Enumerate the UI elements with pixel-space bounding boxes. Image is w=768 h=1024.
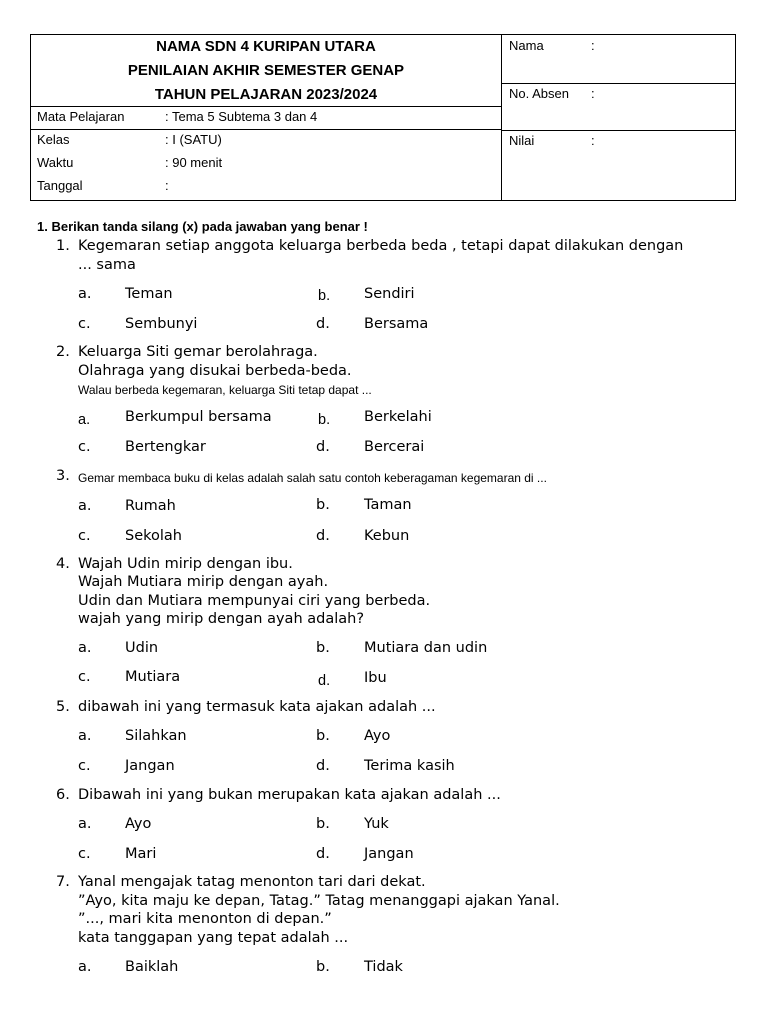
field-label: Nilai <box>509 133 535 148</box>
question-line: ”..., mari kita menonton di depan.” <box>78 911 332 927</box>
header-titles <box>31 35 501 106</box>
question-number: 3. <box>56 468 70 484</box>
option-label[interactable]: d. <box>316 316 330 332</box>
field-colon: : <box>591 38 595 53</box>
option-label[interactable]: c. <box>78 758 91 774</box>
option-text[interactable]: Ayo <box>364 728 391 744</box>
option-text[interactable]: Bertengkar <box>125 439 206 455</box>
question-number: 1. <box>56 238 70 254</box>
option-label[interactable]: b. <box>318 412 331 428</box>
option-label[interactable]: c. <box>78 528 91 544</box>
question-line: ... sama <box>78 257 136 273</box>
exam-title: PENILAIAN AKHIR SEMESTER GENAP <box>127 62 405 79</box>
option-label[interactable]: b. <box>316 816 330 832</box>
info-label: Kelas <box>37 132 70 147</box>
field-label: No. Absen <box>509 86 569 101</box>
option-text[interactable]: Taman <box>364 497 412 513</box>
option-text[interactable]: Rumah <box>125 498 176 514</box>
option-text[interactable]: Bercerai <box>364 439 425 455</box>
info-label: Mata Pelajaran <box>37 109 125 124</box>
option-label[interactable]: b. <box>316 728 330 744</box>
header-left <box>31 35 502 200</box>
question-number: 7. <box>56 874 70 890</box>
school-name: NAMA SDN 4 KURIPAN UTARA <box>156 38 376 55</box>
option-text[interactable]: Berkelahi <box>364 409 432 425</box>
option-text[interactable]: Sembunyi <box>125 316 198 332</box>
option-text[interactable]: Mutiara dan udin <box>364 640 488 656</box>
info-row-subject <box>31 107 501 129</box>
option-text[interactable]: Baiklah <box>125 959 179 975</box>
option-label[interactable]: c. <box>78 316 91 332</box>
option-text[interactable]: Ibu <box>364 670 387 686</box>
option-label[interactable]: a. <box>78 728 92 744</box>
question-number: 6. <box>56 787 70 803</box>
question-line: Wajah Udin mirip dengan ibu. <box>78 556 293 572</box>
option-text[interactable]: Terima kasih <box>364 758 455 774</box>
academic-year: TAHUN PELAJARAN 2023/2024 <box>154 86 378 103</box>
question-line: Olahraga yang disukai berbeda-beda. <box>78 363 352 379</box>
option-text[interactable]: Tidak <box>364 959 403 975</box>
divider <box>501 130 735 131</box>
option-label[interactable]: a. <box>78 640 92 656</box>
question-number: 2. <box>56 344 70 360</box>
option-label[interactable]: c. <box>78 439 91 455</box>
question-line: Udin dan Mutiara mempunyai ciri yang berbeda. <box>78 593 431 609</box>
option-text[interactable]: Kebun <box>364 528 410 544</box>
option-text[interactable]: Jangan <box>364 846 414 862</box>
question-line: wajah yang mirip dengan ayah adalah? <box>78 611 365 627</box>
info-value: : <box>165 178 169 193</box>
option-label[interactable]: a. <box>78 412 91 428</box>
option-text[interactable]: Sendiri <box>364 286 415 302</box>
question-line: Wajah Mutiara mirip dengan ayah. <box>78 574 329 590</box>
option-label[interactable]: a. <box>78 959 92 975</box>
question-line: Walau berbeda kegemaran, keluarga Siti tetap dapat ... <box>78 383 372 397</box>
header-box <box>30 34 736 201</box>
option-label[interactable]: d. <box>316 528 330 544</box>
option-text[interactable]: Silahkan <box>125 728 187 744</box>
question-line: Gemar membaca buku di kelas adalah salah satu contoh keberagaman kegemaran di ... <box>78 471 547 485</box>
info-value: : I (SATU) <box>165 132 222 147</box>
field-score <box>509 133 729 148</box>
option-label[interactable]: c. <box>78 846 91 862</box>
option-text[interactable]: Mari <box>125 846 157 862</box>
option-label[interactable]: a. <box>78 286 92 302</box>
option-text[interactable]: Sekolah <box>125 528 182 544</box>
field-colon: : <box>591 86 595 101</box>
info-value: : 90 menit <box>165 155 223 170</box>
option-label[interactable]: a. <box>78 498 92 514</box>
question-line: Yanal mengajak tatag menonton tari dari dekat. <box>78 874 426 890</box>
field-absen <box>509 86 729 101</box>
field-colon: : <box>591 133 595 148</box>
question-line: Keluarga Siti gemar berolahraga. <box>78 344 318 360</box>
field-name <box>509 38 729 53</box>
info-label: Waktu <box>37 155 74 170</box>
option-label[interactable]: b. <box>316 497 330 513</box>
option-label[interactable]: d. <box>316 846 330 862</box>
option-label[interactable]: d. <box>316 758 330 774</box>
question-line: Kegemaran setiap anggota keluarga berbeda beda , tetapi dapat dilakukan dengan <box>78 238 684 254</box>
option-text[interactable]: Mutiara <box>125 669 181 685</box>
question-line: kata tanggapan yang tepat adalah ... <box>78 930 349 946</box>
question-number: 5. <box>56 699 70 715</box>
option-text[interactable]: Udin <box>125 640 159 656</box>
option-label[interactable]: a. <box>78 816 92 832</box>
question-line: ”Ayo, kita maju ke depan, Tatag.” Tatag menanggapi ajakan Yanal. <box>78 893 560 909</box>
option-label[interactable]: d. <box>316 439 330 455</box>
option-text[interactable]: Bersama <box>364 316 429 332</box>
option-text[interactable]: Berkumpul bersama <box>125 409 272 425</box>
option-label[interactable]: b. <box>316 640 330 656</box>
option-label[interactable]: d. <box>318 673 331 689</box>
question-line: Dibawah ini yang bukan merupakan kata ajakan adalah ... <box>78 787 501 803</box>
instruction: 1. Berikan tanda silang (x) pada jawaban yang benar ! <box>37 219 368 234</box>
field-label: Nama <box>509 38 544 53</box>
divider <box>501 83 735 84</box>
option-text[interactable]: Teman <box>125 286 173 302</box>
info-row-class <box>31 130 501 152</box>
info-value: : Tema 5 Subtema 3 dan 4 <box>165 109 318 124</box>
info-row-date <box>31 176 501 198</box>
option-text[interactable]: Yuk <box>364 816 389 832</box>
header-right <box>501 35 735 200</box>
option-label[interactable]: b. <box>318 288 331 304</box>
question-number: 4. <box>56 556 70 572</box>
option-text[interactable]: Ayo <box>125 816 152 832</box>
option-label[interactable]: b. <box>316 959 330 975</box>
question-line: dibawah ini yang termasuk kata ajakan adalah ... <box>78 699 436 715</box>
info-row-time <box>31 153 501 175</box>
option-label[interactable]: c. <box>78 669 91 685</box>
option-text[interactable]: Jangan <box>125 758 175 774</box>
info-label: Tanggal <box>37 178 83 193</box>
